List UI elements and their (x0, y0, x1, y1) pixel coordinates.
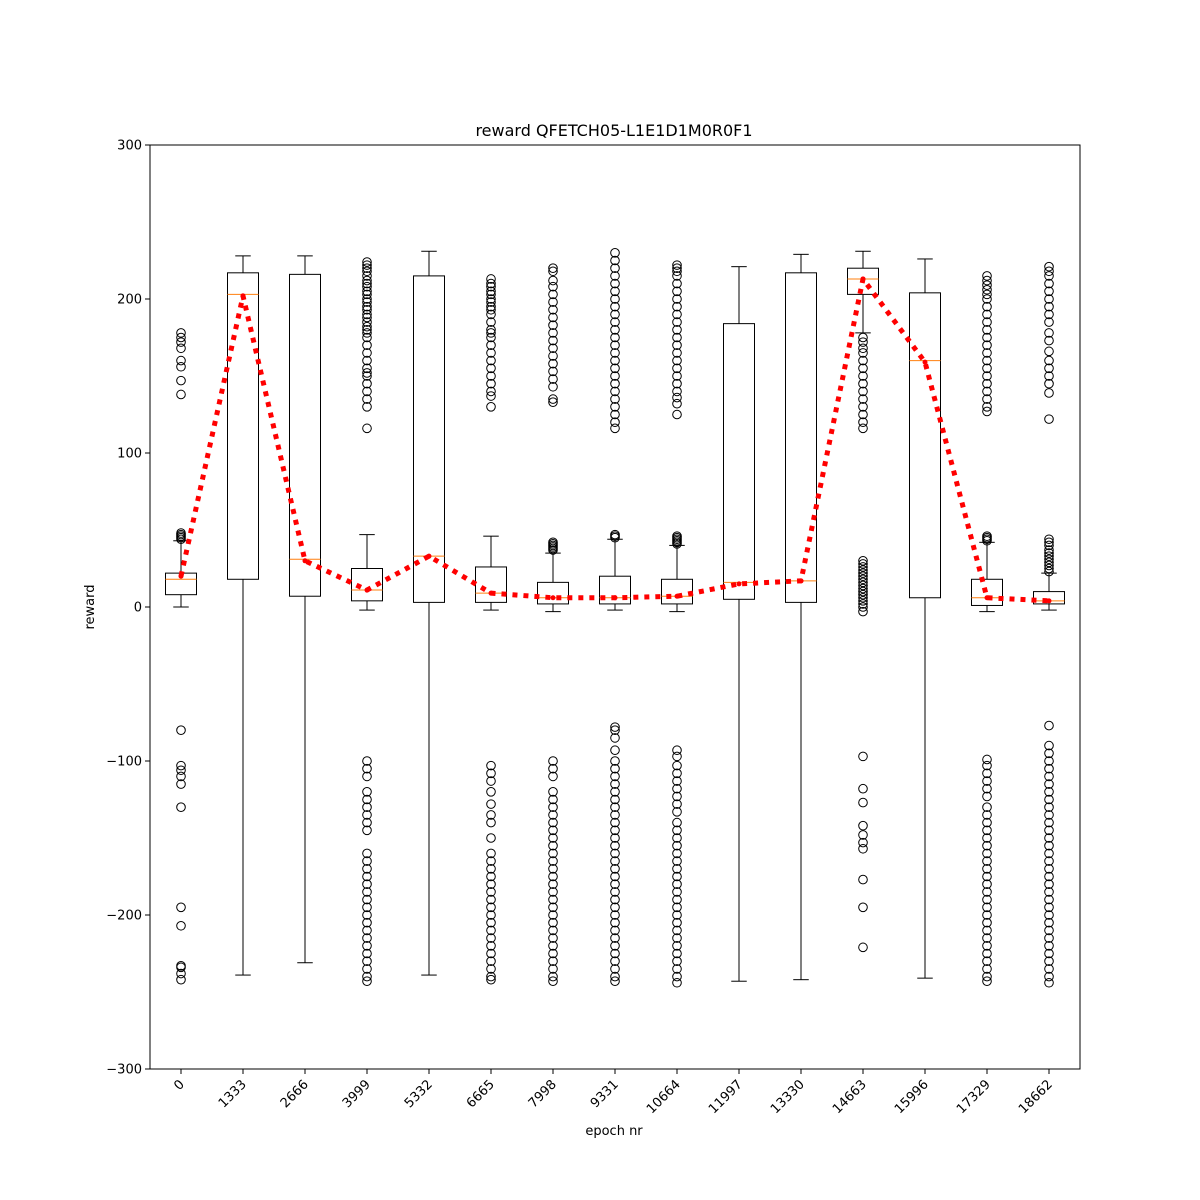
mean-point (365, 588, 370, 593)
x-tick-label: 5332 (401, 1077, 436, 1112)
mean-point (861, 276, 866, 281)
mean-point (303, 558, 308, 563)
x-tick-label: 11997 (705, 1077, 746, 1118)
mean-point (985, 595, 990, 600)
chart-title: reward QFETCH05-L1E1D1M0R0F1 (475, 121, 753, 140)
y-tick-label: −100 (106, 754, 142, 770)
x-tick-label: 13330 (767, 1077, 808, 1118)
x-axis-label: epoch nr (585, 1124, 643, 1139)
x-tick-label: 0 (171, 1077, 188, 1094)
x-tick-label: 9331 (587, 1077, 622, 1112)
mean-point (675, 594, 680, 599)
y-tick-label: 100 (117, 446, 142, 462)
y-tick-label: 200 (117, 292, 142, 308)
x-tick-label: 14663 (829, 1077, 870, 1118)
y-tick-label: 0 (133, 600, 142, 616)
mean-point (241, 293, 246, 298)
y-axis-label: reward (83, 584, 98, 630)
x-tick-label: 18662 (1015, 1077, 1056, 1118)
x-tick-label: 15996 (891, 1077, 932, 1118)
x-tick-label: 7998 (525, 1077, 560, 1112)
mean-point (613, 595, 618, 600)
mean-point (737, 581, 742, 586)
mean-point (923, 360, 928, 365)
x-tick-label: 1333 (215, 1077, 250, 1112)
x-tick-label: 3999 (339, 1077, 374, 1112)
mean-point (427, 554, 432, 559)
y-tick-label: 300 (117, 138, 142, 154)
x-tick-label: 10664 (643, 1077, 684, 1118)
mean-point (1047, 598, 1052, 603)
mean-point (551, 595, 556, 600)
x-tick-label: 17329 (953, 1077, 994, 1118)
mean-point (799, 578, 804, 583)
x-tick-label: 2666 (277, 1077, 312, 1112)
y-tick-label: −200 (106, 908, 142, 924)
y-tick-label: −300 (106, 1062, 142, 1078)
mean-point (489, 591, 494, 596)
mean-point (179, 574, 184, 579)
x-tick-label: 6665 (463, 1077, 498, 1112)
